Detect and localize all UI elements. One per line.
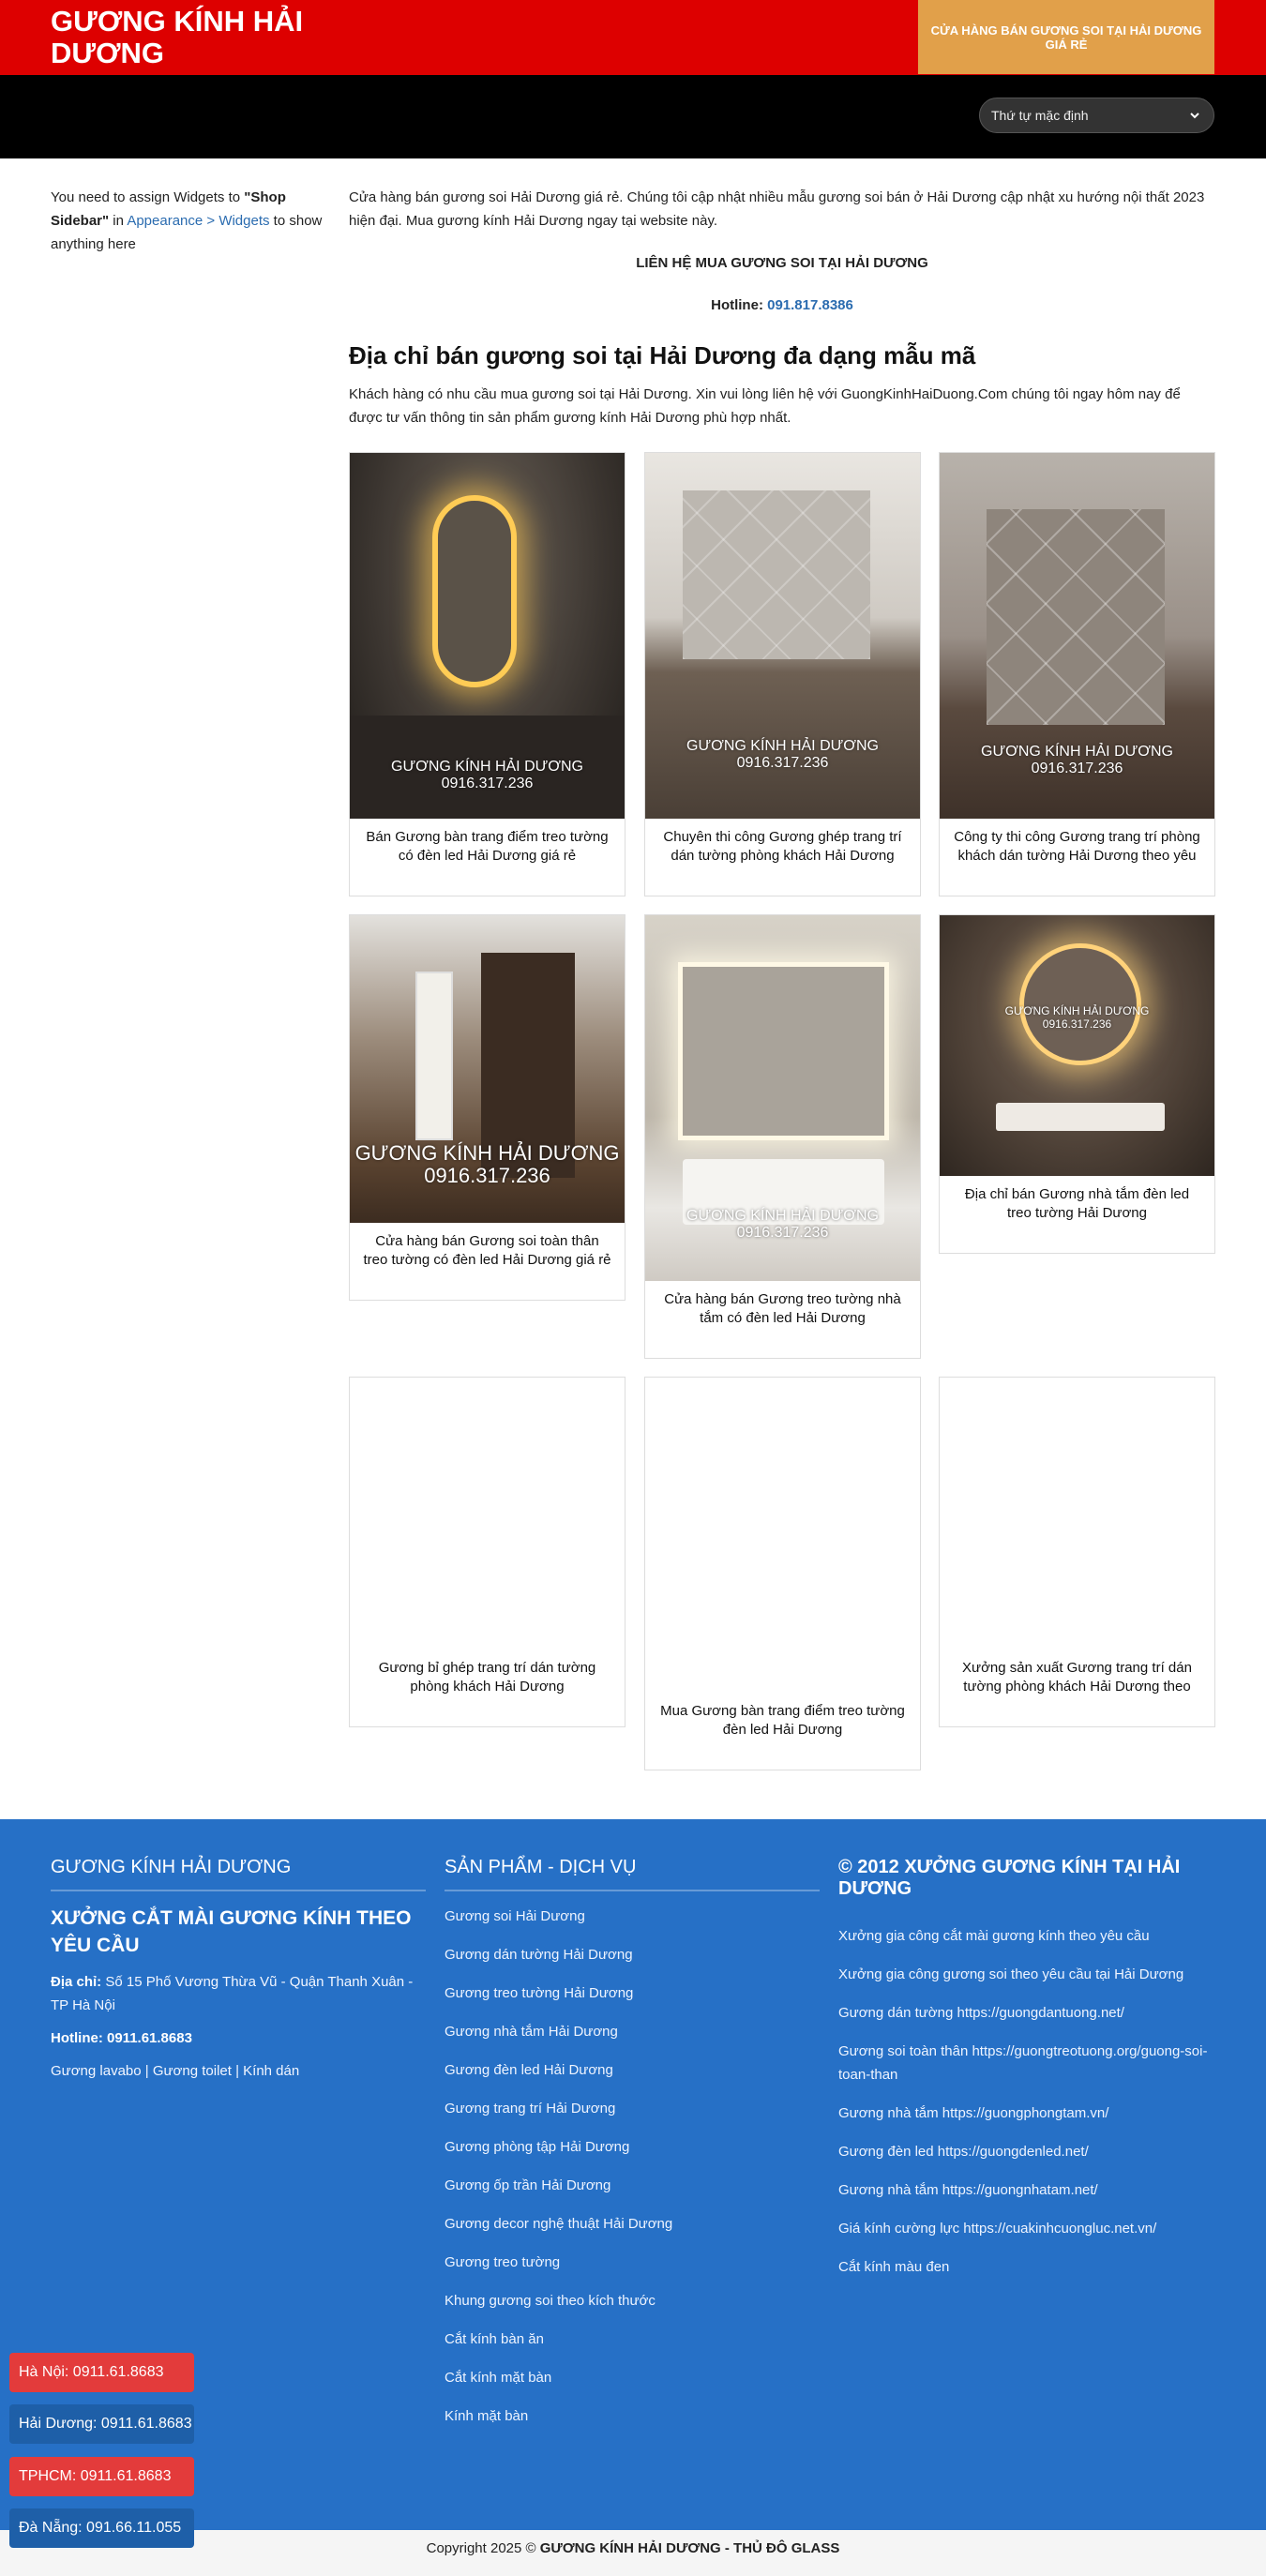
product-title[interactable]: Mua Gương bàn trang điểm treo tường đèn led Hải Dương: [660, 1703, 905, 1738]
watermark-text: [645, 1208, 920, 1242]
footer-address: [51, 1970, 426, 2017]
product-title[interactable]: Bán Gương bàn trang điểm treo tường có đèn led Hải Dương giá rẻ: [366, 829, 609, 864]
watermark-name: GƯƠNG KÍNH HẢI DƯƠNG: [391, 759, 583, 775]
widgets-link[interactable]: Appearance > Widgets: [127, 213, 270, 229]
footer-heading: SẢN PHẨM - DỊCH VỤ: [445, 1857, 820, 1891]
main-content: [349, 186, 1215, 429]
shop-sidebar: [51, 186, 323, 256]
contact-hcm-button[interactable]: TPHCM: 0911.61.8683: [9, 2457, 194, 2496]
product-title[interactable]: Cửa hàng bán Gương treo tường nhà tắm có đèn led Hải Dương: [664, 1291, 901, 1326]
footer-link[interactable]: Xưởng gia công gương soi theo yêu cầu tại Hải Dương: [838, 1966, 1184, 1982]
product-card[interactable]: [939, 914, 1215, 1254]
product-card[interactable]: [349, 914, 625, 1301]
footer-link[interactable]: Gương soi toàn thân https://guongtreotuong.org/guong-soi-toan-than: [838, 2043, 1208, 2083]
contact-hanoi-button[interactable]: Hà Nội: 0911.61.8683: [9, 2353, 194, 2392]
footer-link[interactable]: Kính mặt bàn: [445, 2408, 529, 2424]
footer-link[interactable]: Gương dán tường Hải Dương: [445, 1947, 633, 1963]
site-header: [0, 0, 1266, 75]
watermark-name: GƯƠNG KÍNH HẢI DƯƠNG: [686, 1208, 879, 1224]
shop-toolbar: [0, 75, 1266, 158]
contact-danang-button[interactable]: Đà Nẵng: 091.66.11.055: [9, 2508, 194, 2548]
watermark-phone: 0916.317.236: [736, 755, 829, 771]
product-image[interactable]: [645, 915, 920, 1281]
footer-link[interactable]: Gương phòng tập Hải Dương: [445, 2139, 630, 2155]
watermark-name: GƯƠNG KÍNH HẢI DƯƠNG: [981, 744, 1173, 760]
footer-link[interactable]: Giá kính cường lực https://cuakinhcuongluc.net.vn/: [838, 2221, 1157, 2237]
product-title[interactable]: Xưởng sản xuất Gương trang trí dán tường phòng khách Hải Dương theo: [962, 1660, 1192, 1695]
footer-link[interactable]: Gương treo tường: [445, 2254, 561, 2270]
watermark-phone: 0916.317.236: [441, 776, 534, 791]
footer-link[interactable]: Gương trang trí Hải Dương: [445, 2101, 616, 2117]
footer-link[interactable]: Xưởng gia công cắt mài gương kính theo yêu cầu: [838, 1928, 1150, 1944]
footer-link[interactable]: Cắt kính bàn ăn: [445, 2331, 544, 2347]
hotline-link[interactable]: 091.817.8386: [767, 297, 853, 313]
watermark-phone: 0916.317.236: [1031, 761, 1123, 776]
footer-col-about: [51, 1857, 426, 2092]
product-title[interactable]: Công ty thi công Gương trang trí phòng khách dán tường Hải Dương theo yêu: [954, 829, 1200, 864]
footer-subheading: XƯỞNG CẮT MÀI GƯƠNG KÍNH THEO YÊU CẦU: [51, 1907, 412, 1956]
section-desc: Khách hàng có nhu cầu mua gương soi tại Hải Dương. Xin vui lòng liên hệ với GuongKinhHaiDuong.Com chúng tôi ngay hôm nay để được tư vấn thông tin sản phẩm gương kính Hải Dương phù hợp nhất.: [349, 386, 1181, 426]
contact-haiduong-button[interactable]: Hải Dương: 0911.61.8683: [9, 2404, 194, 2444]
watermark-phone: 0916.317.236: [424, 1164, 550, 1187]
footer-link[interactable]: Gương dán tường https://guongdantuong.net/: [838, 2005, 1124, 2021]
watermark-name: GƯƠNG KÍNH HẢI DƯƠNG: [1004, 1004, 1150, 1017]
sidebar-text-in: in: [109, 213, 128, 229]
product-title[interactable]: Gương bỉ ghép trang trí dán tường phòng khách Hải Dương: [378, 1660, 596, 1695]
sort-select-value: Thứ tự mặc định: [991, 108, 1089, 123]
product-title[interactable]: Chuyên thi công Gương ghép trang trí dán tường phòng khách Hải Dương: [663, 829, 902, 864]
footer-link[interactable]: Gương nhà tắm https://guongnhatam.net/: [838, 2182, 1098, 2198]
watermark-text: [350, 759, 625, 792]
footer-link[interactable]: Gương đèn led https://guongdenled.net/: [838, 2144, 1089, 2160]
section-title: Địa chỉ bán gương soi tại Hải Dương đa dạng mẫu mã: [349, 341, 976, 369]
footer-col-links: [838, 1857, 1213, 2294]
footer-link[interactable]: Gương nhà tắm https://guongphongtam.vn/: [838, 2105, 1109, 2121]
footer-link[interactable]: Cắt kính mặt bàn: [445, 2370, 552, 2386]
sidebar-text-after: to show anything here: [51, 213, 323, 252]
footer-heading: © 2012 XƯỞNG GƯƠNG KÍNH TẠI HẢI DƯƠNG: [838, 1857, 1181, 1899]
product-title[interactable]: Địa chỉ bán Gương nhà tắm đèn led treo tường Hải Dương: [964, 1186, 1190, 1221]
copyright-prefix: Copyright 2025 ©: [426, 2540, 540, 2556]
footer-col-services: [445, 1857, 820, 2443]
footer-link[interactable]: Gương đèn led Hải Dương: [445, 2062, 613, 2078]
sidebar-text: You need to assign Widgets to: [51, 189, 245, 205]
site-title[interactable]: GƯƠNG KÍNH HẢI DƯƠNG: [51, 5, 304, 69]
watermark-text: [940, 744, 1214, 777]
watermark-name: GƯƠNG KÍNH HẢI DƯƠNG: [354, 1141, 620, 1165]
footer-hotline: Hotline: 0911.61.8683: [51, 2030, 192, 2046]
watermark-phone: 0916.317.236: [1042, 1017, 1112, 1031]
product-card[interactable]: [644, 914, 921, 1359]
hotline-label: Hotline:: [711, 297, 768, 313]
watermark-text: [940, 1004, 1214, 1031]
product-card[interactable]: [644, 452, 921, 896]
copyright-brand: GƯƠNG KÍNH HẢI DƯƠNG - THỦ ĐÔ GLASS: [539, 2540, 840, 2556]
sidebar-bold: "Shop Sidebar": [51, 189, 286, 229]
product-image[interactable]: [940, 915, 1214, 1176]
watermark-text: [645, 738, 920, 772]
product-card[interactable]: [939, 1377, 1215, 1727]
intro-text: Cửa hàng bán gương soi Hải Dương giá rẻ. Chúng tôi cập nhật nhiều mẫu gương soi bán ở Hải Dương cập nhật xu hướng nội thất 2023 hiện đại. Mua gương kính Hải Dương ngay tại website này.: [349, 189, 1205, 229]
product-card[interactable]: [349, 1377, 625, 1727]
footer-link[interactable]: Khung gương soi theo kích thước: [445, 2293, 656, 2309]
footer-link[interactable]: Gương ốp trần Hải Dương: [445, 2177, 611, 2193]
contact-heading: LIÊN HỆ MUA GƯƠNG SOI TẠI HẢI DƯƠNG: [636, 255, 928, 271]
footer-link[interactable]: Cắt kính màu đen: [838, 2259, 950, 2275]
product-image[interactable]: [350, 915, 625, 1223]
footer-heading: GƯƠNG KÍNH HẢI DƯƠNG: [51, 1857, 426, 1891]
footer-tags: Gương lavabo | Gương toilet | Kính dán: [51, 2063, 300, 2079]
product-card[interactable]: [644, 1377, 921, 1770]
footer-address-label: Địa chỉ:: [51, 1974, 102, 1990]
footer-address-text: Số 15 Phố Vương Thừa Vũ - Quận Thanh Xuân - TP Hà Nội: [51, 1974, 414, 2013]
product-image[interactable]: [350, 1378, 625, 1650]
product-card[interactable]: [939, 452, 1215, 896]
sort-select[interactable]: [979, 98, 1214, 133]
product-image[interactable]: [645, 1378, 920, 1693]
footer-link[interactable]: Gương soi Hải Dương: [445, 1908, 585, 1924]
footer-link[interactable]: Gương treo tường Hải Dương: [445, 1985, 634, 2001]
footer-link[interactable]: Gương decor nghệ thuật Hải Dương: [445, 2216, 673, 2232]
product-card[interactable]: [349, 452, 625, 896]
chevron-down-icon: [1187, 108, 1202, 123]
watermark-phone: 0916.317.236: [736, 1225, 829, 1241]
watermark-text: [350, 1142, 625, 1187]
watermark-name: GƯƠNG KÍNH HẢI DƯƠNG: [686, 738, 879, 754]
product-image[interactable]: [350, 453, 625, 819]
product-title[interactable]: Cửa hàng bán Gương soi toàn thân treo tường có đèn led Hải Dương giá rẻ: [363, 1233, 611, 1268]
product-image[interactable]: [940, 1378, 1214, 1650]
footer-link[interactable]: Gương nhà tắm Hải Dương: [445, 2024, 618, 2040]
product-image[interactable]: [940, 453, 1214, 819]
product-image[interactable]: [645, 453, 920, 819]
cta-button[interactable]: CỬA HÀNG BÁN GƯƠNG SOI TẠI HẢI DƯƠNG GIÁ RẺ: [918, 0, 1214, 74]
hotline-line: [349, 294, 1215, 317]
